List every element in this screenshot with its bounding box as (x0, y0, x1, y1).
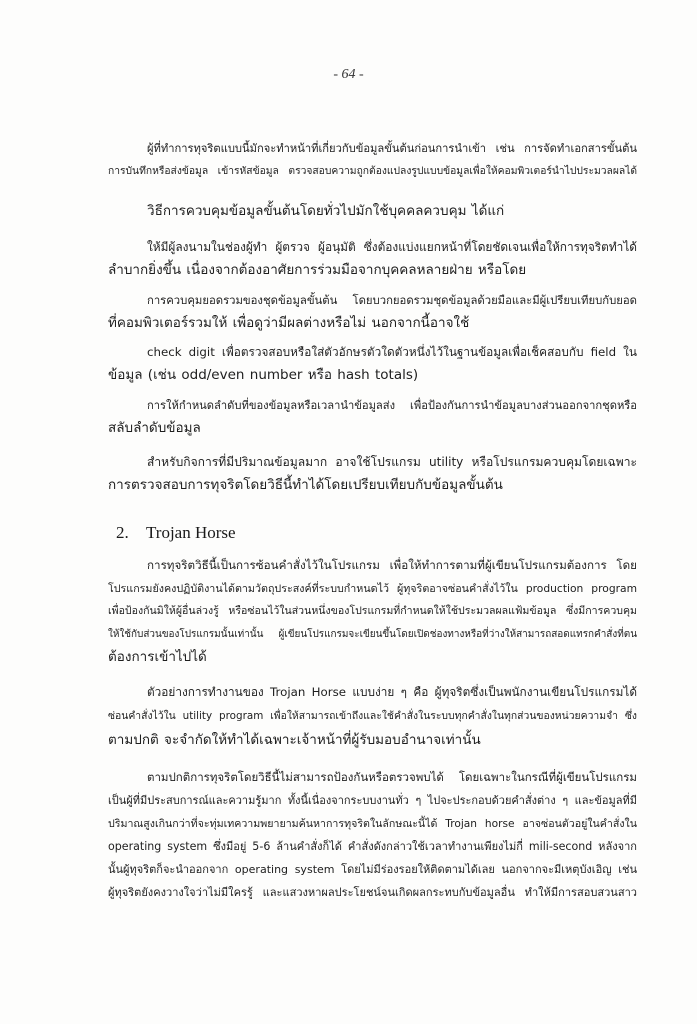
paragraph-line: การทุจริตวิธีนี้เป็นการซ้อนคำสั่งไว้ในโปรแกรม เพื่อให้ทำการตามที่ผู้เขียนโปรแกรมต้องการ โดย (147, 558, 637, 572)
paragraph-line: ผู้ที่ทำการทุจริตแบบนี้มักจะทำหน้าที่เกี่ยวกับข้อมูลขั้นต้นก่อนการนำเข้า เช่น การจัดทำเอกสารขั้นต้น (147, 142, 637, 155)
paragraph-line: ข้อมูล (เช่น odd/even number หรือ hash totals) (108, 367, 419, 383)
paragraph-line: นั้นผู้ทุจริตก็จะนำออกจาก operating system โดยไม่มีร่องรอยให้ติดตามได้เลย นอกจากจะมีเหตุบังเอิญ เช่น (108, 863, 637, 876)
section-heading (116, 520, 516, 546)
paragraph-line: ตามปกติ จะจำกัดให้ทำได้เฉพาะเจ้าหน้าที่ผู้รับมอบอำนาจเท่านั้น (108, 732, 481, 748)
paragraph-line: เพื่อป้องกันมิให้ผู้อื่นล่วงรู้ หรือซ่อนไว้ในส่วนหนึ่งของโปรแกรมที่กำหนดให้ใช้ประมวลผลแฟ้มข้อมูล ซึ่งมีการควบคุม (108, 605, 637, 617)
paragraph-line: ตัวอย่างการทำงานของ Trojan Horse แบบง่าย ๆ คือ ผู้ทุจริตซึ่งเป็นพนักงานเขียนโปรแกรมได้ (147, 685, 637, 699)
paragraph-line: สลับลำดับข้อมูล (108, 420, 201, 436)
section-number: 2. (116, 523, 129, 542)
paragraph-line: วิธีการควบคุมข้อมูลขั้นต้นโดยทั่วไปมักใช้บุคคลควบคุม ได้แก่ (147, 203, 505, 219)
paragraph-line: การบันทึกหรือส่งข้อมูล เข้ารหัสข้อมูล ตรวจสอบความถูกต้องแปลงรูปแบบข้อมูลเพื่อให้คอมพิวเตอร์นำไปประมวลผลได้ (108, 165, 637, 177)
paragraph (108, 236, 637, 282)
section-title: Trojan Horse (146, 523, 236, 542)
paragraph-line: การตรวจสอบการทุจริตโดยวิธีนี้ทำได้โดยเปรียบเทียบกับข้อมูลขั้นต้น (108, 477, 503, 493)
paragraph-line: ต้องการเข้าไปได้ (108, 649, 207, 665)
paragraph (108, 289, 637, 335)
paragraph-line: การควบคุมยอดรวมของชุดข้อมูลขั้นต้น โดยบวกยอดรวมชุดข้อมูลด้วยมือและมีผู้เปรียบเทียบกับยอด (147, 294, 637, 307)
paragraph (108, 554, 637, 669)
paragraph-line: ลำบากยิ่งขึ้น เนื่องจากต้องอาศัยการร่วมมือจากบุคคลหลายฝ่าย หรือโดย (108, 262, 527, 278)
paragraph (108, 341, 637, 387)
paragraph-line: check digit เพื่อตรวจสอบหรือใส่ตัวอักษรตัวใดตัวหนึ่งไว้ในฐานข้อมูลเพื่อเช็คสอบกับ field ใน (147, 345, 637, 359)
paragraph (108, 766, 637, 904)
paragraph-line: การให้กำหนดลำดับที่ของข้อมูลหรือเวลานำข้อมูลส่ง เพื่อป้องกันการนำข้อมูลบางส่วนออกจากชุดหรือ (147, 399, 637, 412)
paragraph-line: ให้ใช้กับส่วนของโปรแกรมนั้นเท่านั้น ผู้เขียนโปรแกรมจะเขียนขึ้นโดยเปิดช่องทางหรือที่ว่างให้สามารถสอดแทรกคำสั่งที่ตน (108, 629, 637, 640)
paragraph (108, 394, 637, 440)
paragraph-line: เป็นผู้ที่มีประสบการณ์และความรู้มาก ทั้งนี้เนื่องจากระบบงานทั่ว ๆ ไปจะประกอบด้วยคำสั่งต่าง ๆ และข้อมูลที่มี (108, 794, 637, 807)
paragraph-line: ปริมาณสูงเกินกว่าที่จะทุ่มเทความพยายามค้นหาการทุจริตในลักษณะนี้ได้ Trojan horse อาจซ่อนตัวอยู่ในคำสั่งใน (108, 817, 637, 830)
paragraph-line: โปรแกรมยังคงปฏิบัติงานได้ตามวัตถุประสงค์ที่ระบบกำหนดไว้ ผู้ทุจริตอาจซ่อนคำสั่งไว้ใน production program (108, 582, 637, 595)
paragraph (108, 137, 637, 183)
paragraph-line: ตามปกติการทุจริตโดยวิธีนี้ไม่สามารถป้องกันหรือตรวจพบได้ โดยเฉพาะในกรณีที่ผู้เขียนโปรแกรม (147, 770, 637, 784)
paragraph-line: ให้มีผู้ลงนามในช่องผู้ทำ ผู้ตรวจ ผู้อนุมัติ ซึ่งต้องแบ่งแยกหน้าที่โดยชัดเจนเพื่อให้การทุจริตทำได้ (147, 240, 637, 254)
paragraph-line: สำหรับกิจการที่มีปริมาณข้อมูลมาก อาจใช้โปรแกรม utility หรือโปรแกรมควบคุมโดยเฉพาะ (147, 455, 637, 469)
paragraph (108, 451, 637, 497)
paragraph-line: ซ่อนคำสั่งไว้ใน utility program เพื่อให้สามารถเข้าถึงและใช้คำสั่งในระบบทุกคำสั่งในทุกส่วนของหน่วยความจำ ซึ่ง (108, 710, 637, 722)
page-number: - 64 - (333, 67, 364, 82)
paragraph-line: ที่คอมพิวเตอร์รวมให้ เพื่อดูว่ามีผลต่างหรือไม่ นอกจากนี้อาจใช้ (108, 315, 470, 331)
paragraph (108, 200, 637, 223)
paragraph-line: operating system ซึ่งมีอยู่ 5-6 ล้านคำสั่งก็ได้ คำสั่งดังกล่าวใช้เวลาทำงานเพียงไม่กี่ mili-second หลังจาก (108, 840, 637, 853)
paragraph-line: ผู้ทุจริตยังคงวางใจว่าไม่มีใครรู้ และแสวงหาผลประโยชน์จนเกิดผลกระทบกับข้อมูลอื่น ทำให้มีการสอบสวนสาว (108, 886, 637, 899)
paragraph (108, 680, 637, 752)
